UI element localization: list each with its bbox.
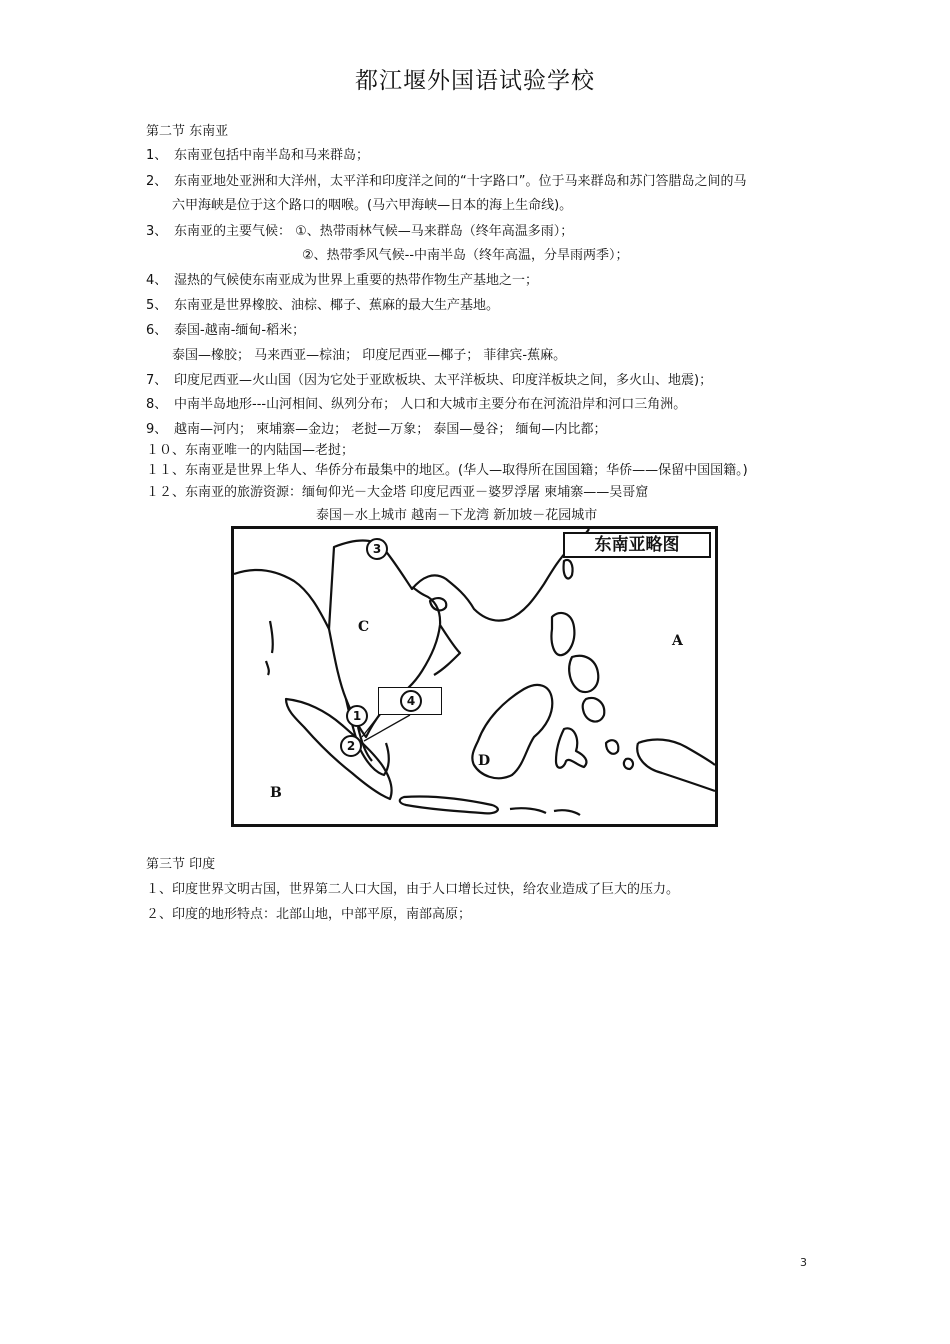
southeast-asia-map [231, 526, 718, 827]
marker-3: 3 [366, 538, 388, 560]
section-heading: 第三节 印度 [146, 857, 216, 872]
marker-4: 4 [400, 690, 422, 712]
item-number: 7、 [146, 373, 168, 388]
list-item-continuation: 泰国－水上城市 越南－下龙湾 新加坡－花园城市 [316, 508, 598, 523]
list-item: １２、东南亚的旅游资源：缅甸仰光－大金塔 印度尼西亚－婆罗浮屠 柬埔寨——吴哥窟 [146, 485, 649, 500]
list-item [146, 224, 573, 240]
list-item: １、印度世界文明古国，世界第二人口大国，由于人口增长过快，给农业造成了巨大的压力。 [146, 882, 680, 897]
list-item-continuation: 泰国—橡胶； 马来西亚—棕油； 印度尼西亚—椰子； 菲律宾-蕉麻。 [172, 348, 567, 363]
item-text: 东南亚是世界橡胶、油棕、椰子、蕉麻的最大生产基地。 [174, 298, 500, 313]
list-item [146, 422, 607, 438]
list-item [146, 373, 712, 389]
item-number: 6、 [146, 323, 168, 338]
item-text: 印度尼西亚—火山国（因为它处于亚欧板块、太平洋板块、印度洋板块之间，多火山、地震)； [174, 373, 713, 388]
map-label-b: B [270, 785, 282, 801]
list-item: ２、印度的地形特点：北部山地，中部平原，南部高原； [146, 907, 472, 922]
item-number: 9、 [146, 422, 168, 437]
item-text: 东南亚的主要气候： ①、热带雨林气候—马来群岛（终年高温多雨）； [174, 224, 574, 239]
page-number: 3 [800, 1256, 807, 1269]
list-item-continuation: ②、热带季风气候--中南半岛（终年高温，分旱雨两季）； [302, 248, 629, 263]
marker-2: 2 [340, 735, 362, 757]
map-label-a: A [672, 633, 683, 649]
list-item [146, 174, 746, 190]
marker-1: 1 [346, 705, 368, 727]
item-text: 东南亚包括中南半岛和马来群岛； [174, 148, 370, 163]
item-number: 5、 [146, 298, 168, 313]
map-label-d: D [478, 753, 491, 769]
item-number: 4、 [146, 273, 168, 288]
page-title: 都江堰外国语试验学校 [355, 68, 595, 94]
map-coastlines [234, 529, 715, 824]
item-text: 湿热的气候使东南亚成为世界上重要的热带作物生产基地之一； [174, 273, 539, 288]
list-item [146, 148, 369, 164]
list-item: １０、东南亚唯一的内陆国—老挝； [146, 443, 355, 458]
item-text: 越南—河内； 柬埔寨—金边； 老挝—万象； 泰国—曼谷； 缅甸—内比都； [174, 422, 607, 437]
item-text: 东南亚地处亚洲和大洋州，太平洋和印度洋之间的“十字路口”。位于马来群岛和苏门答腊岛之间的马 [174, 174, 747, 189]
map-label-c: C [358, 619, 370, 635]
item-text: 泰国-越南-缅甸-稻米； [174, 323, 306, 338]
list-item [146, 298, 499, 314]
item-number: 8、 [146, 397, 168, 412]
list-item [146, 323, 305, 339]
item-number: 1、 [146, 148, 168, 163]
item-number: 2、 [146, 174, 168, 189]
list-item [146, 273, 538, 289]
section-heading: 第二节 东南亚 [146, 124, 229, 139]
map-title: 东南亚略图 [563, 532, 711, 558]
item-number: 3、 [146, 224, 168, 239]
list-item-continuation: 六甲海峡是位于这个路口的咽喉。(马六甲海峡—日本的海上生命线)。 [172, 198, 573, 213]
list-item: １１、东南亚是世界上华人、华侨分布最集中的地区。(华人—取得所在国国籍；华侨——保留中国国籍。) [146, 463, 748, 478]
item-text: 中南半岛地形---山河相间、纵列分布； 人口和大城市主要分布在河流沿岸和河口三角洲。 [174, 397, 687, 412]
list-item [146, 397, 686, 413]
